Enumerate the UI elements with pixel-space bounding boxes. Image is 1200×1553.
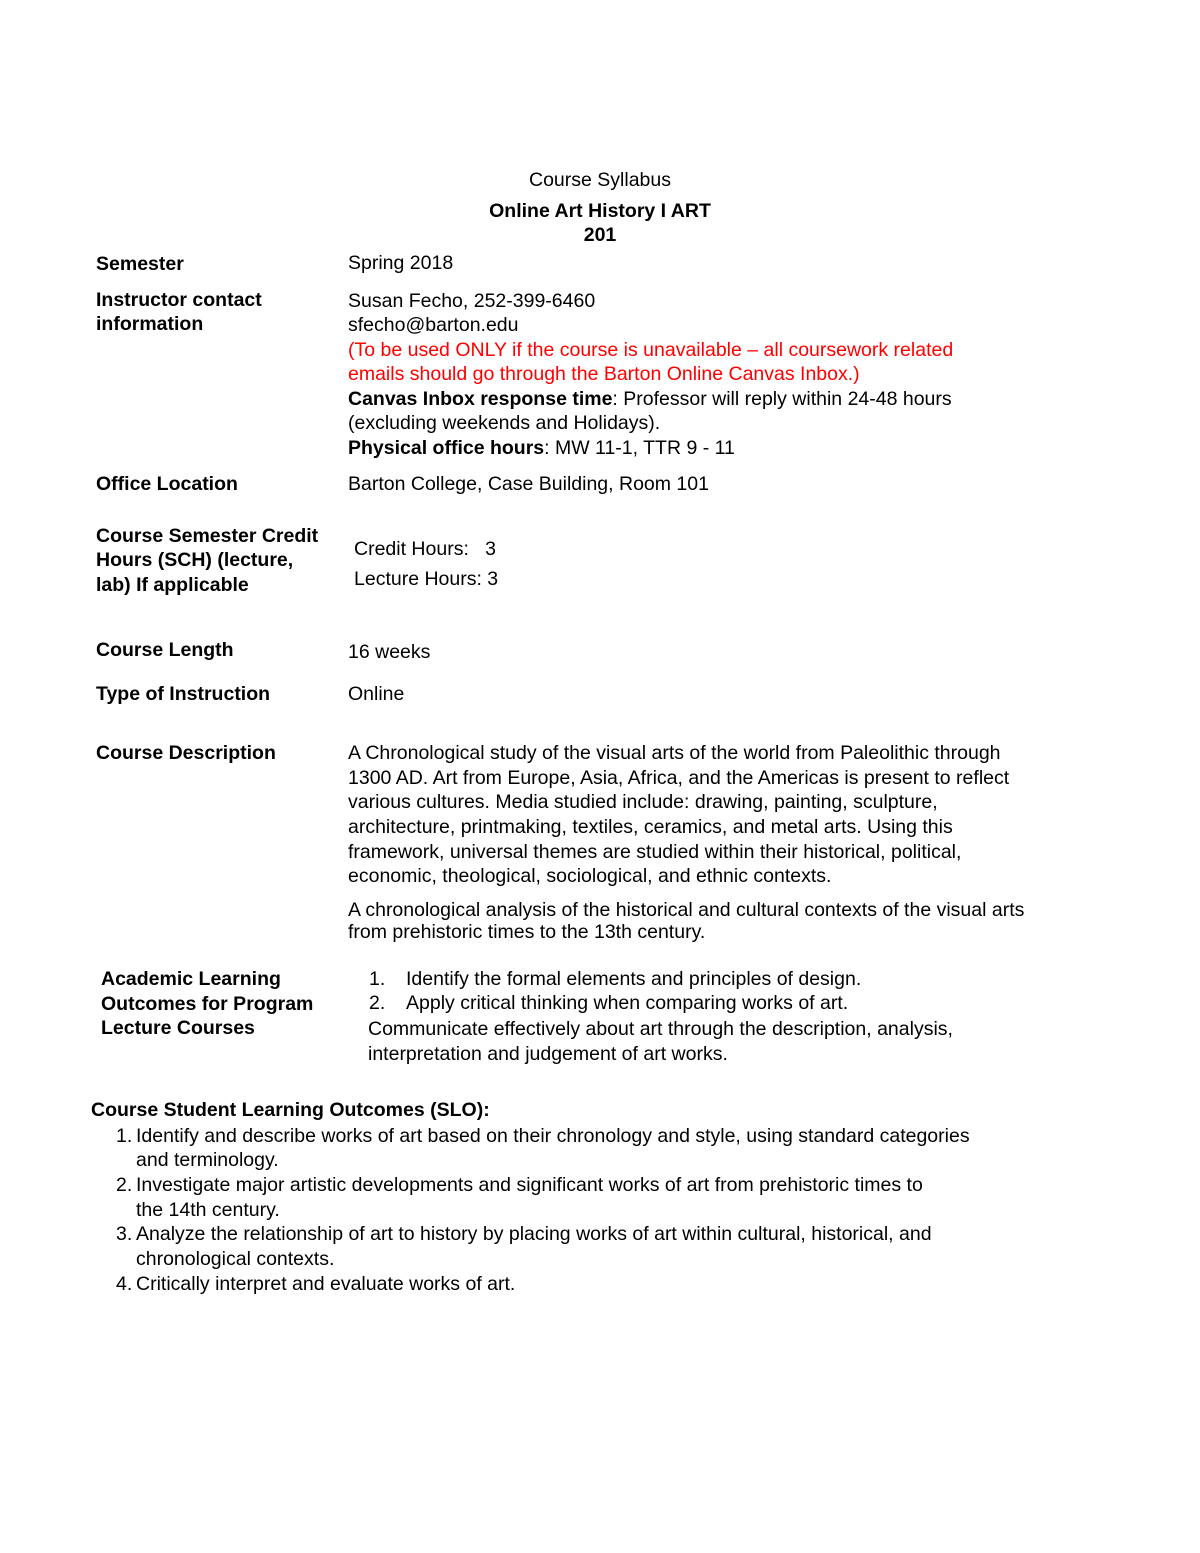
description-line: economic, theological, sociological, and ethnic contexts. — [348, 865, 832, 887]
program-outcome-text: Identify the formal elements and principles of design. — [406, 968, 862, 990]
description-line: various cultures. Media studied include: drawing, painting, sculpture, — [348, 791, 938, 813]
slo-text: Analyze the relationship of art to history by placing works of art within cultural, historical, and — [136, 1223, 932, 1245]
email-note-line1: (To be used ONLY if the course is unavailable – all coursework related — [348, 339, 954, 361]
office-location-label: Office Location — [96, 473, 238, 495]
instructor-name-phone: Susan Fecho, 252-399-6460 — [348, 290, 596, 312]
course-length-value: 16 weeks — [348, 641, 431, 663]
slo-number: 1. — [116, 1125, 133, 1147]
slo-number: 4. — [116, 1273, 133, 1295]
instructor-label-line1: Instructor contact — [96, 289, 262, 311]
slo-text: Identify and describe works of art based on their chronology and style, using standard categories — [136, 1125, 970, 1147]
program-outcomes-label-line2: Outcomes for Program — [101, 993, 314, 1015]
semester-label: Semester — [96, 253, 184, 275]
slo-text: Investigate major artistic developments and significant works of art from prehistoric times to — [136, 1174, 923, 1196]
office-hours-value: : MW 11-1, TTR 9 - 11 — [544, 437, 735, 459]
response-time-label: Canvas Inbox response time — [348, 388, 613, 410]
slo-heading: Course Student Learning Outcomes (SLO): — [91, 1099, 490, 1121]
slo-text: chronological contexts. — [136, 1248, 335, 1270]
slo-text: and terminology. — [136, 1149, 279, 1171]
instruction-type-value: Online — [348, 683, 405, 705]
program-outcome-number: 1. — [369, 968, 386, 990]
program-outcome-extra-line2: interpretation and judgement of art works. — [368, 1043, 728, 1065]
program-outcomes-label-line1: Academic Learning — [101, 968, 281, 990]
program-outcome-extra-line1: Communicate effectively about art through the description, analysis, — [368, 1018, 953, 1040]
slo-number: 2. — [116, 1174, 133, 1196]
semester-value: Spring 2018 — [348, 252, 454, 274]
instruction-type-label: Type of Instruction — [96, 683, 271, 705]
course-title: Online Art History I ART — [489, 200, 711, 222]
credit-hours: Credit Hours: 3 — [354, 538, 496, 560]
response-time-line1 — [348, 387, 952, 412]
instructor-label-line2: information — [96, 313, 204, 335]
office-hours-label: Physical office hours — [348, 437, 545, 459]
response-time-value: : Professor will reply within 24-48 hours — [612, 388, 952, 410]
description-line: architecture, printmaking, textiles, ceramics, and metal arts. Using this — [348, 816, 953, 838]
description-line: 1300 AD. Art from Europe, Asia, Africa, and the Americas is present to reflect — [348, 767, 1010, 789]
description-line: from prehistoric times to the 13th century. — [348, 921, 706, 943]
description-line: A Chronological study of the visual arts of the world from Paleolithic through — [348, 742, 1001, 764]
course-description-label: Course Description — [96, 742, 276, 764]
credit-label-line3: lab) If applicable — [96, 574, 249, 596]
office-location-value: Barton College, Case Building, Room 101 — [348, 473, 709, 495]
email-note-line2: emails should go through the Barton Online Canvas Inbox.) — [348, 363, 860, 385]
program-outcomes-label-line3: Lecture Courses — [101, 1017, 255, 1039]
response-time-line2: (excluding weekends and Holidays). — [348, 412, 661, 434]
program-outcome-text: Apply critical thinking when comparing works of art. — [406, 992, 849, 1014]
description-line: A chronological analysis of the historical and cultural contexts of the visual arts — [348, 899, 1025, 921]
credit-label-line2: Hours (SCH) (lecture, — [96, 549, 294, 571]
lecture-hours: Lecture Hours: 3 — [354, 568, 499, 590]
office-hours — [348, 436, 735, 461]
slo-number: 3. — [116, 1223, 133, 1245]
instructor-email[interactable]: sfecho@barton.edu — [348, 314, 519, 336]
credit-label-line1: Course Semester Credit — [96, 525, 319, 547]
program-outcome-number: 2. — [369, 992, 386, 1014]
document-type: Course Syllabus — [529, 169, 671, 191]
course-length-label: Course Length — [96, 639, 234, 661]
description-line: framework, universal themes are studied within their historical, political, — [348, 841, 962, 863]
course-number: 201 — [583, 224, 617, 246]
slo-text: the 14th century. — [136, 1199, 280, 1221]
slo-text: Critically interpret and evaluate works of art. — [136, 1273, 516, 1295]
